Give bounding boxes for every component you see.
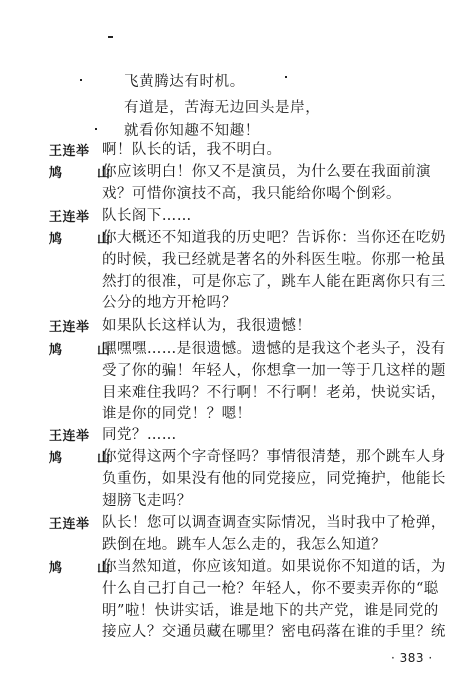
- dialogue-line: 翅膀飞走吗？: [102, 492, 192, 509]
- dialogue-text: [102, 228, 446, 315]
- speaker-name: 鸠 山: [49, 561, 122, 576]
- speaker-name: 王连举: [49, 517, 90, 532]
- page-number: · 383 ·: [391, 651, 433, 665]
- dialogue-line: 什么自己打自己一枪？年轻人，你不要卖弄你的“聪: [102, 580, 439, 597]
- ink-mark: [95, 128, 97, 130]
- dialogue-line: 你大概还不知道我的历史吧？告诉你：当你还在吃奶: [102, 230, 446, 246]
- dialogue-line: 负重伤，如果没有他的同党接应，同党掩护，他能长: [102, 470, 446, 487]
- speaker-name: 王连举: [49, 210, 90, 225]
- dialogue-line: 戏？可惜你演技不高，我只能给你喝个倒彩。: [102, 185, 401, 202]
- dialogue-text: [102, 140, 422, 162]
- dialogue-text: [102, 206, 422, 228]
- dialogue-text: [102, 162, 431, 206]
- dialogue-text: [102, 339, 446, 426]
- dialogue-line: 的时候，我已经就是著名的外科医生啦。你那一枪虽: [102, 251, 446, 268]
- speaker-name: 王连举: [49, 429, 90, 444]
- dialogue-text: [102, 447, 446, 512]
- dialogue-text: [102, 513, 446, 557]
- ink-mark: [108, 36, 113, 38]
- dialogue-text: [102, 557, 446, 644]
- dialogue-line: 队长！您可以调查调查实际情况，当时我中了枪弹，: [102, 515, 446, 531]
- dialogue-line: 明”啦！快讲实话，谁是地下的共产党，谁是同党的: [102, 602, 439, 619]
- speaker-name: 鸠 山: [49, 451, 122, 466]
- verse-line: 有道是，苦海无边回头是岸，: [124, 100, 321, 116]
- speaker-name: 鸠 山: [49, 343, 122, 358]
- speaker-name: 王连举: [49, 144, 90, 159]
- dialogue-line: 你当然知道，你应该知道。如果说你不知道的话，为: [102, 559, 446, 575]
- dialogue-text: [102, 316, 422, 338]
- dialogue-text: [102, 425, 422, 447]
- verse-line: 就看你知趣不知趣！: [124, 123, 260, 139]
- dialogue-line: 谁是你的同党！？嗯！: [102, 406, 252, 423]
- speaker-name: 鸠 山: [49, 166, 122, 181]
- dialogue-line: 队长阁下……: [102, 208, 192, 224]
- verse-line: 飞黄腾达有时机。: [124, 74, 245, 90]
- dialogue-line: 目来难住我吗？不行啊！不行啊！老弟，快说实话，: [102, 384, 446, 401]
- dialogue-line: 嘿嘿嘿……是很遗憾。遗憾的是我这个老头子，没有: [102, 341, 446, 357]
- dialogue-line: 跌倒在地。跳车人怎么走的，我怎么知道？: [102, 536, 387, 553]
- speaker-name: 鸠 山: [49, 232, 122, 247]
- dialogue-line: 你应该明白！你又不是演员，为什么要在我面前演: [102, 164, 431, 180]
- dialogue-line: 你觉得这两个字奇怪吗？事情很清楚，那个跳车人身: [102, 449, 446, 465]
- dialogue-line: 同党？……: [102, 427, 177, 443]
- speaker-name: 王连举: [49, 320, 90, 335]
- dialogue-line: 然打的很准，可是你忘了，跳车人能在距离你只有三: [102, 273, 446, 290]
- ink-mark: [80, 79, 82, 81]
- dialogue-line: 如果队长这样认为，我很遗憾！: [102, 318, 312, 334]
- ink-mark: [285, 76, 287, 78]
- dialogue-line: 接应人？交通员藏在哪里？密电码落在谁的手里？统: [102, 624, 446, 641]
- dialogue-line: 受了你的骗！年轻人，你想拿一加一等于几这样的题: [102, 362, 446, 379]
- dialogue-line: 啊！队长的话，我不明白。: [102, 142, 282, 158]
- dialogue-line: 公分的地方开枪吗？: [102, 295, 237, 312]
